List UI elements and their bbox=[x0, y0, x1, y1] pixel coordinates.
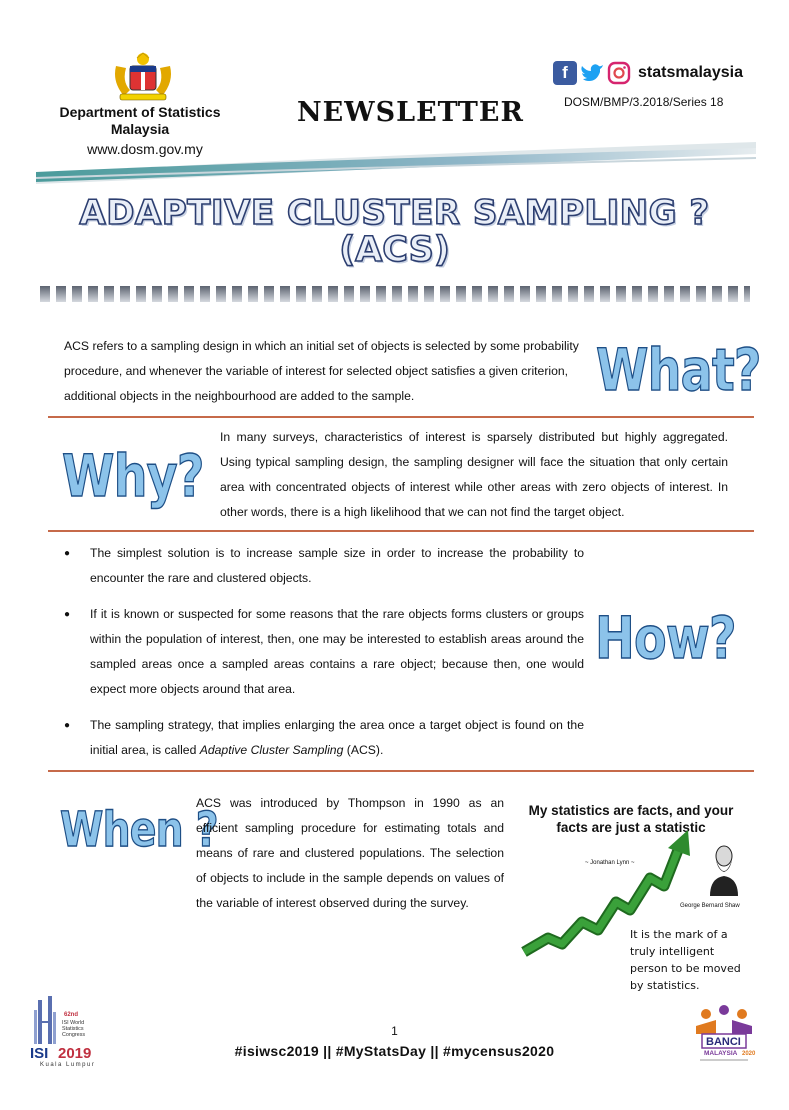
malaysia-coat-of-arms-logo bbox=[108, 52, 178, 104]
social-media-bar bbox=[553, 60, 743, 86]
quote-headline: My statistics are facts, and your facts are just a statistic bbox=[528, 803, 734, 835]
section-divider bbox=[48, 770, 754, 772]
svg-text:62nd: 62nd bbox=[64, 1012, 79, 1018]
portrait-caption: George Bernard Shaw bbox=[680, 903, 740, 909]
header-swoosh-decoration bbox=[36, 138, 756, 188]
section-divider bbox=[48, 530, 754, 532]
how-heading: How? bbox=[595, 604, 736, 672]
svg-text:2020: 2020 bbox=[742, 1051, 756, 1057]
svg-text:MALAYSIA: MALAYSIA bbox=[704, 1050, 738, 1057]
svg-text:BANCI: BANCI bbox=[706, 1036, 741, 1048]
how-bullet-3 bbox=[64, 713, 584, 763]
instagram-icon[interactable] bbox=[607, 61, 631, 85]
svg-text:2019: 2019 bbox=[58, 1045, 92, 1062]
banci-malaysia-2020-logo bbox=[686, 1004, 762, 1068]
what-heading: What? bbox=[596, 336, 761, 404]
article-title-line1: ADAPTIVE CLUSTER SAMPLING ? bbox=[79, 193, 710, 233]
department-name-line1: Department of Statistics bbox=[59, 104, 221, 120]
twitter-icon[interactable] bbox=[580, 61, 604, 85]
svg-text:ISI: ISI bbox=[30, 1045, 49, 1062]
quote-second: It is the mark of a truly intelligent person to be moved by statistics. bbox=[630, 928, 741, 992]
how-bullet-2: ● If it is known or suspected for some reasons that the rare objects forms clusters or groups within the population of interest, then, one may be interested to establish areas around the sampled areas once a sampled areas contains a rare object; because then, one would expect more objects around that area. bbox=[64, 602, 584, 702]
how-bullet-list bbox=[64, 541, 584, 774]
svg-text:Kuala Lumpur: Kuala Lumpur bbox=[40, 1062, 96, 1068]
section-divider bbox=[48, 416, 754, 418]
newsletter-heading: NEWSLETTER bbox=[297, 97, 524, 128]
department-name-line2: Malaysia bbox=[110, 121, 170, 137]
how-bullet-3-emphasis: Adaptive Cluster Sampling bbox=[199, 743, 344, 757]
when-heading: When ? bbox=[60, 802, 218, 858]
footer-hashtags: #isiwsc2019 || #MyStatsDay || #mycensus2020 bbox=[234, 1043, 555, 1059]
portrait-image bbox=[706, 842, 742, 896]
svg-text:Statistics: Statistics bbox=[62, 1026, 84, 1032]
how-bullet-3-pre: The sampling strategy, that implies enlarging the area once a target object is found on the initial area, is called bbox=[90, 718, 584, 757]
decorative-dash-divider bbox=[40, 286, 750, 302]
social-handle[interactable]: statsmalaysia bbox=[638, 64, 743, 81]
svg-text:ISI World: ISI World bbox=[62, 1020, 85, 1026]
quote-author: ~ Jonathan Lynn ~ bbox=[585, 860, 635, 866]
why-paragraph: In many surveys, characteristics of interest is sparsely distributed but highly aggregated. Using typical sampling design, the sampling designer will face the situation that only certain area with concentrated objects of interest while other areas with zero objects of interest. In other words, there is a high likelihood that we can not find the target object. bbox=[220, 430, 728, 519]
what-paragraph: ACS refers to a sampling design in which an initial set of objects is selected by some probability procedure, and whenever the variable of interest for selected object satisfies a given criterion, additional objects in the neighbourhood are added to the sample. bbox=[64, 339, 579, 403]
why-heading: Why? bbox=[62, 442, 204, 510]
svg-text:Congress: Congress bbox=[62, 1032, 86, 1038]
page-number: 1 bbox=[391, 1024, 398, 1038]
how-bullet-3-post: (ACS). bbox=[343, 743, 384, 757]
department-name bbox=[40, 104, 240, 138]
series-code: DOSM/BMP/3.2018/Series 18 bbox=[564, 95, 724, 109]
how-bullet-1: ● The simplest solution is to increase sample size in order to increase the probability to encounter the rare and clustered objects. bbox=[64, 541, 584, 591]
when-paragraph: ACS was introduced by Thompson in 1990 as an efficient sampling procedure for estimating totals and means of rare and clustered populations. The selection of objects to include in the sample depends on values of the variable of interest observed during the survey. bbox=[196, 796, 504, 910]
facebook-icon[interactable]: f bbox=[553, 61, 577, 85]
website-link[interactable]: www.dosm.gov.my bbox=[87, 141, 203, 157]
article-title-line2: (ACS) bbox=[339, 230, 450, 270]
